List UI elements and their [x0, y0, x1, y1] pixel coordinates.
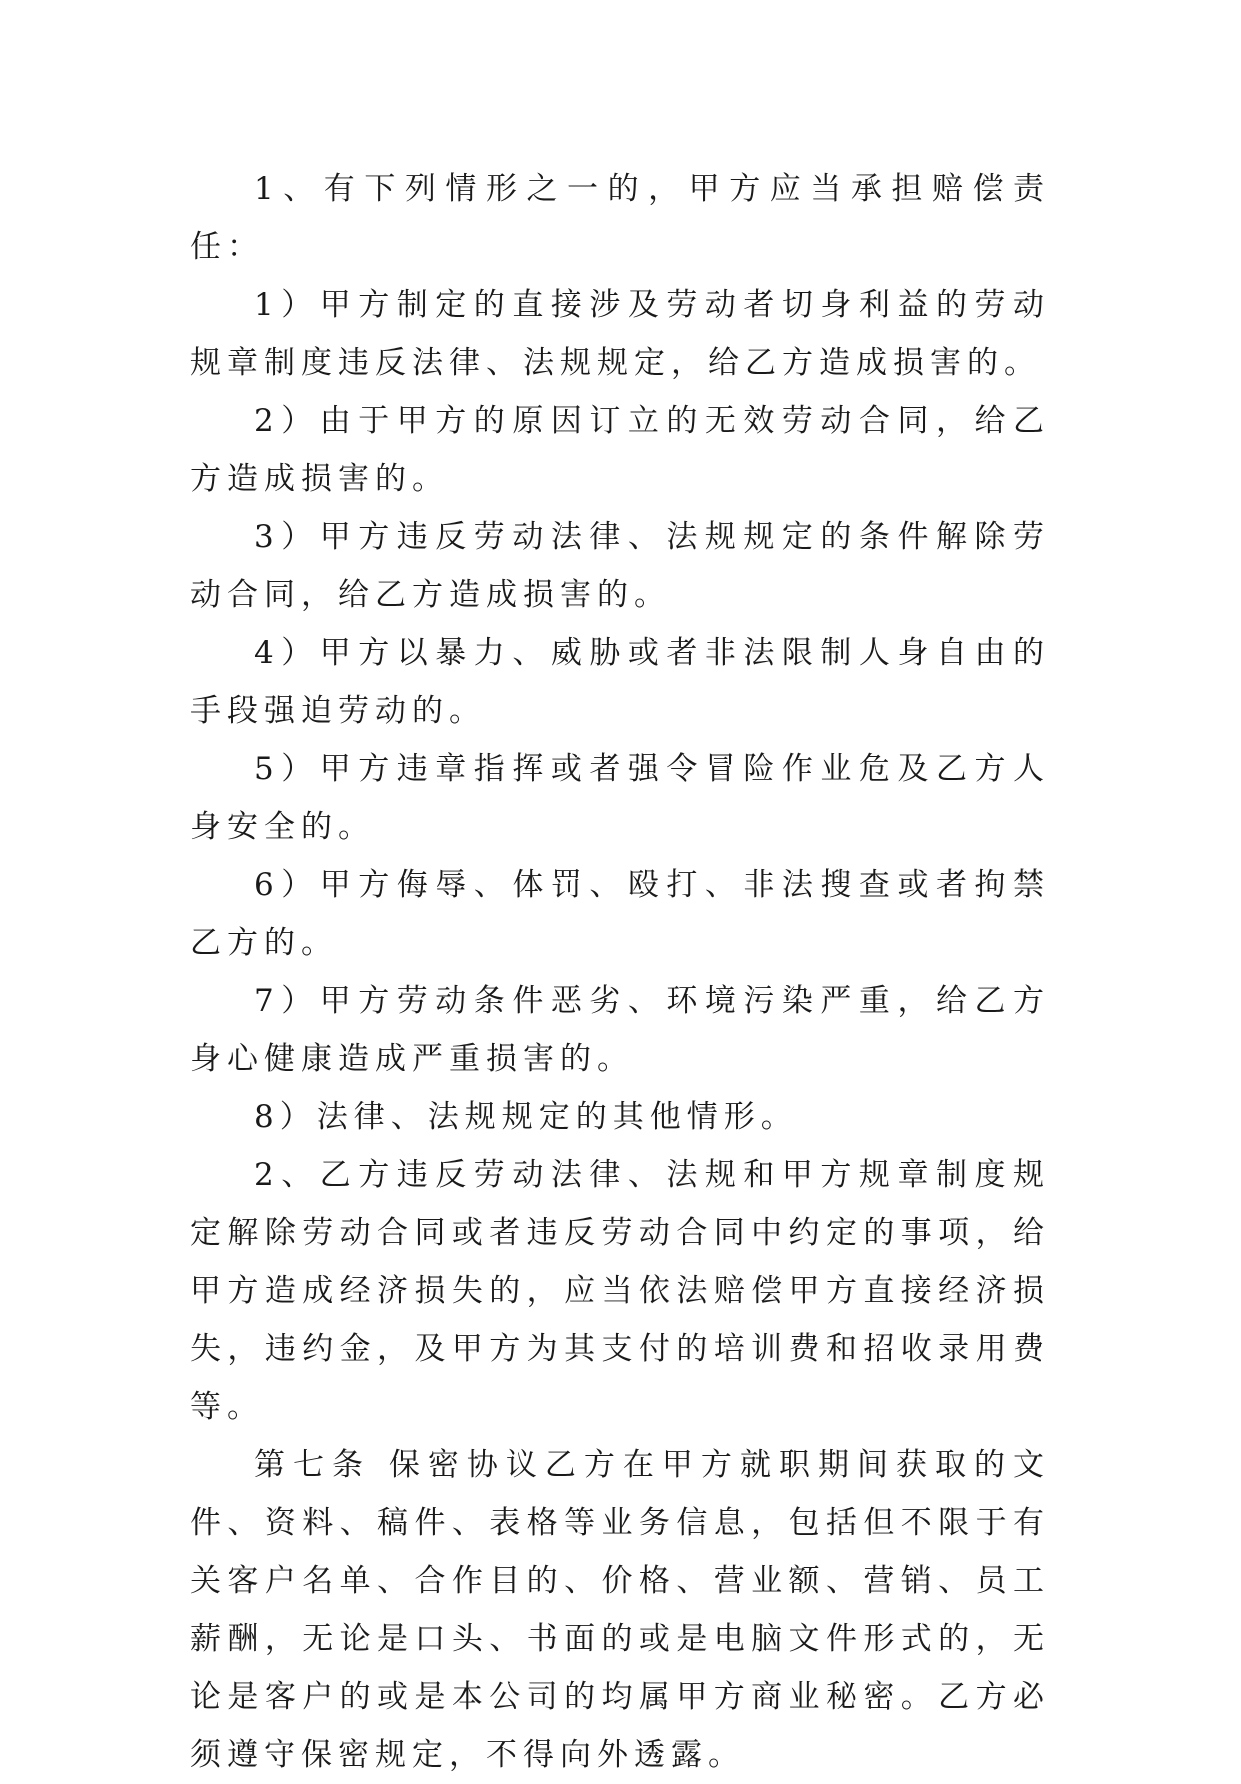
paragraph-article-7-confidentiality: 第七条 保密协议乙方在甲方就职期间获取的文件、资料、稿件、表格等业务信息，包括但不限于有关客户名单、合作目的、价格、营业额、营销、员工薪酬，无论是口头、书面的或是电脑文件形式的，无论是客户的或是本公司的均属甲方商业秘密。乙方必须遵守保密规定，不得向外透露。 — [190, 1447, 1050, 1773]
paragraph-item-1: 1）甲方制定的直接涉及劳动者切身利益的劳动规章制度违反法律、法规规定，给乙方造成损害的。 — [190, 287, 1050, 381]
paragraph-item-3: 3）甲方违反劳动法律、法规规定的条件解除劳动合同，给乙方造成损害的。 — [190, 519, 1050, 613]
paragraph-item-5: 5）甲方违章指挥或者强令冒险作业危及乙方人身安全的。 — [190, 751, 1050, 845]
paragraph-item-7: 7）甲方劳动条件恶劣、环境污染严重，给乙方身心健康造成严重损害的。 — [190, 983, 1050, 1077]
paragraph-compensation-clause-2: 2、乙方违反劳动法律、法规和甲方规章制度规定解除劳动合同或者违反劳动合同中约定的事项，给甲方造成经济损失的，应当依法赔偿甲方直接经济损失，违约金，及甲方为其支付的培训费和招收录用费等。 — [190, 1157, 1050, 1425]
document-body — [190, 160, 1050, 1784]
paragraph-item-4: 4）甲方以暴力、威胁或者非法限制人身自由的手段强迫劳动的。 — [190, 635, 1050, 729]
paragraph-item-2: 2）由于甲方的原因订立的无效劳动合同，给乙方造成损害的。 — [190, 403, 1050, 497]
paragraph-compensation-clause-1: 1、有下列情形之一的，甲方应当承担赔偿责任： — [190, 171, 1050, 265]
paragraph-item-8: 8）法律、法规规定的其他情形。 — [254, 1099, 798, 1135]
paragraph-item-6: 6）甲方侮辱、体罚、殴打、非法搜查或者拘禁乙方的。 — [190, 867, 1050, 961]
